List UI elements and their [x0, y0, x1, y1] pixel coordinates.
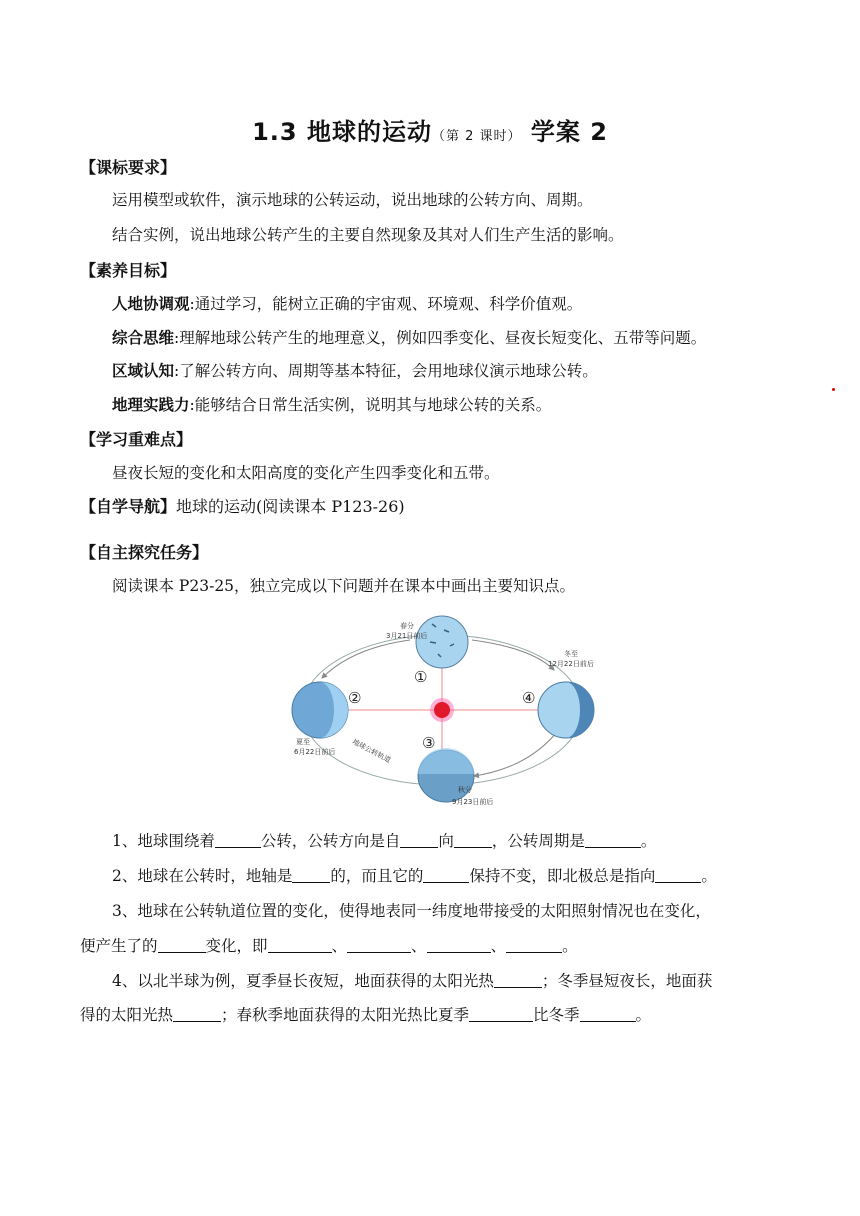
earth-winter	[538, 682, 594, 738]
winter-date: 12月22日前后	[548, 660, 594, 668]
q-text: 变化，即	[205, 937, 268, 955]
q-text: 便产生了的	[80, 937, 158, 955]
heading-explore: 【自主探究任务】	[80, 543, 209, 562]
red-dot-mark	[832, 388, 835, 391]
q-text: 、	[490, 937, 507, 955]
earth-spring	[416, 616, 468, 668]
heading-keypoints: 【学习重难点】	[80, 430, 193, 449]
q-text: 1、地球围绕着	[112, 832, 215, 850]
answer-blank[interactable]	[655, 867, 701, 884]
explore-line: 阅读课本 P23-25，独立完成以下问题并在课本中画出主要知识点。	[112, 577, 576, 595]
summer-label: 夏至	[296, 738, 310, 746]
q-text: 的，而且它的	[330, 867, 424, 885]
earth-orbit-diagram	[282, 608, 602, 810]
q-text: ；冬季昼短夜长，地面获	[541, 972, 713, 990]
title-suffix: 学案 2	[521, 118, 608, 146]
q-text: 2、地球在公转时，地轴是	[112, 867, 293, 885]
answer-blank[interactable]	[400, 832, 438, 849]
winter-label: 冬至	[564, 650, 578, 658]
q-text: 。	[635, 1006, 652, 1024]
sun-icon	[434, 702, 450, 718]
marker-4: ④	[522, 689, 536, 707]
answer-blank[interactable]	[506, 937, 562, 954]
question-2	[112, 864, 717, 886]
literacy-text: :了解公转方向、周期等基本特征，会用地球仪演示地球公转。	[174, 362, 598, 380]
q-text: 、	[411, 937, 427, 955]
answer-blank[interactable]	[469, 1006, 533, 1023]
question-4-line-1	[112, 969, 712, 991]
autumn-label: 秋分	[458, 786, 472, 794]
title-sub: （第 2 课时）	[431, 129, 522, 144]
literacy-item-1	[112, 292, 582, 314]
literacy-text: :通过学习，能树立正确的宇宙观、环境观、科学价值观。	[189, 295, 583, 313]
answer-blank[interactable]	[215, 832, 261, 849]
orbit-arrow	[322, 640, 410, 678]
question-4-line-2	[80, 1003, 651, 1025]
answer-blank[interactable]	[454, 832, 492, 849]
answer-blank[interactable]	[494, 972, 542, 989]
orbit-arrow	[472, 640, 554, 670]
marker-2: ②	[348, 689, 362, 707]
q-text: ，公转周期是	[491, 832, 585, 850]
q-text: 。	[640, 832, 657, 850]
literacy-label: 地理实践力	[112, 396, 190, 414]
question-3-line-1: 3、地球在公转轨道位置的变化，使得地表同一纬度地带接受的太阳照射情况也在变化，	[112, 902, 711, 920]
answer-blank[interactable]	[347, 937, 411, 954]
keypoints-line: 昼夜长短的变化和太阳高度的变化产生四季变化和五带。	[112, 464, 500, 482]
answer-blank[interactable]	[423, 867, 469, 884]
answer-blank[interactable]	[580, 1006, 636, 1023]
answer-blank[interactable]	[585, 832, 641, 849]
marker-3: ③	[422, 734, 436, 752]
q-text: 向	[438, 832, 454, 850]
guide-text: 地球的运动(阅读课本 P123-26)	[176, 497, 405, 516]
q-text: 保持不变，即北极总是指向	[469, 867, 656, 885]
answer-blank[interactable]	[427, 937, 491, 954]
curriculum-line-2: 结合实例，说出地球公转产生的主要自然现象及其对人们生产生活的影响。	[112, 226, 624, 244]
q-text: 得的太阳光热	[80, 1006, 174, 1024]
answer-blank[interactable]	[268, 937, 332, 954]
literacy-label: 区域认知	[112, 362, 175, 380]
spring-label: 春分	[400, 622, 414, 630]
answer-blank[interactable]	[158, 937, 206, 954]
literacy-item-4	[112, 393, 551, 415]
heading-curriculum: 【课标要求】	[80, 158, 177, 177]
q-text: 。	[701, 867, 717, 885]
summer-date: 6月22日前后	[294, 748, 336, 756]
title-main: 1.3 地球的运动	[252, 118, 432, 146]
q-text: 公转，公转方向是自	[260, 832, 401, 850]
q-text: 比冬季	[533, 1006, 580, 1024]
heading-guide	[80, 494, 405, 517]
literacy-item-2	[112, 326, 706, 348]
spring-date: 3月21日前后	[386, 632, 428, 640]
literacy-text: :能够结合日常生活实例，说明其与地球公转的关系。	[189, 396, 552, 414]
literacy-label: 人地协调观	[112, 295, 190, 313]
orbit-label: 地球公转轨道	[351, 737, 392, 765]
answer-blank[interactable]	[292, 867, 330, 884]
guide-heading: 【自学导航】	[80, 497, 177, 516]
question-1	[112, 829, 656, 851]
answer-blank[interactable]	[173, 1006, 221, 1023]
literacy-text: :理解地球公转产生的地理意义，例如四季变化、昼夜长短变化、五带等问题。	[174, 329, 707, 347]
curriculum-line-1: 运用模型或软件，演示地球的公转运动，说出地球的公转方向、周期。	[112, 191, 593, 209]
q-text: 、	[331, 937, 348, 955]
literacy-label: 综合思维	[112, 329, 175, 347]
autumn-date: 9月23日前后	[452, 798, 494, 806]
literacy-item-3	[112, 359, 598, 381]
q-text: ；春秋季地面获得的太阳光热比夏季	[221, 1006, 470, 1024]
question-3-line-2	[80, 934, 578, 956]
marker-1: ①	[414, 668, 428, 686]
earth-summer	[292, 682, 348, 738]
heading-literacy: 【素养目标】	[80, 261, 177, 280]
page-title	[0, 112, 860, 147]
q-text: 。	[562, 937, 578, 955]
q-text: 4、以北半球为例，夏季昼长夜短，地面获得的太阳光热	[112, 972, 494, 990]
orbit-arrow	[474, 732, 557, 776]
